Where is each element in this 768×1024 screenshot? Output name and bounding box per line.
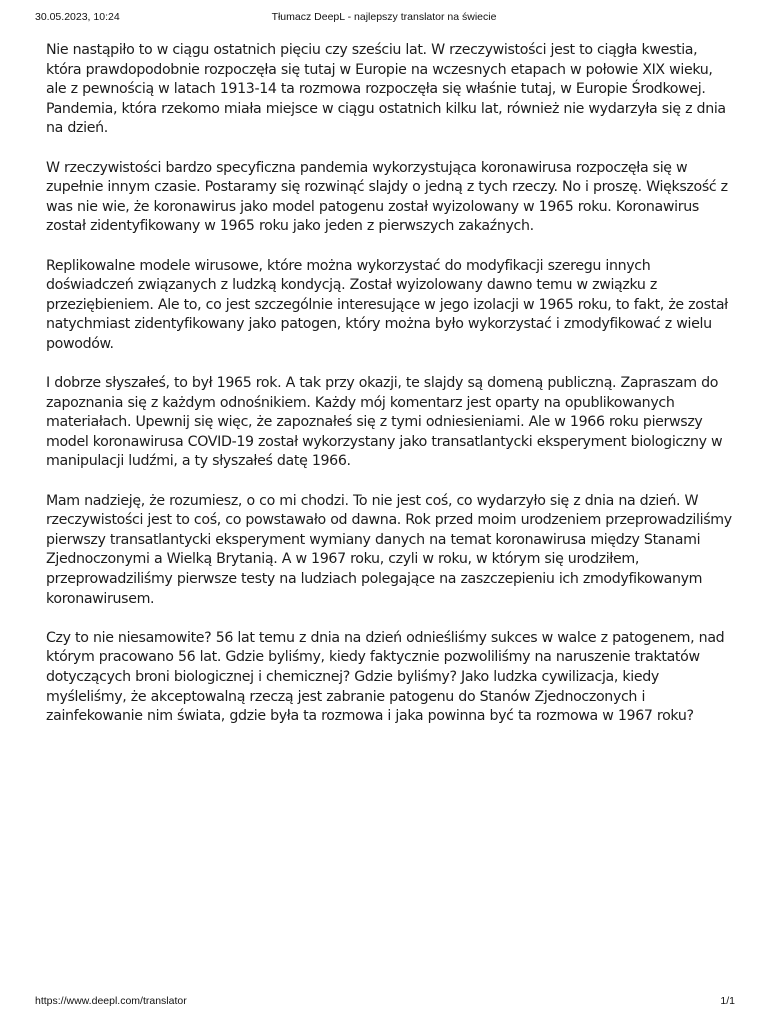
print-page-title: Tłumacz DeepL - najlepszy translator na świecie [271,11,497,23]
print-url: https://www.deepl.com/translator [35,995,187,1007]
print-header [0,11,768,25]
paragraph-5: Mam nadzieję, że rozumiesz, o co mi chodzi. To nie jest coś, co wydarzyło się z dnia na dzień. W rzeczywistości jest to coś, co powstawało od dawna. Rok przed moim urodzeniem przeprowadziliśmy pierwszy transatlantycki eksperyment wymiany danych na temat koronawirusa między Stanami Zjednoczonymi a Wielką Brytanią. A w 1967 roku, czyli w roku, w którym się urodziłem, przeprowadziliśmy pierwsze testy na ludziach polegające na zaszczepieniu ich zmodyfikowanym koronawirusem. [46,492,732,607]
print-datetime: 30.05.2023, 10:24 [35,11,120,23]
paragraph-2: W rzeczywistości bardzo specyficzna pandemia wykorzystująca koronawirusa rozpoczęła się w zupełnie innym czasie. Postaramy się rozwinąć slajdy o jedną z tych rzeczy. No i proszę. Większość z was nie wie, że koronawirus jako model patogenu został wyizolowany w 1965 roku. Koronawirus został zidentyfikowany w 1965 roku jako jeden z pierwszych zakaźnych. [46,159,728,235]
paragraph-3: Replikowalne modele wirusowe, które można wykorzystać do modyfikacji szeregu innych doświadczeń związanych z ludzką kondycją. Został wyizolowany dawno temu w związku z przeziębieniem. Ale to, co jest szczególnie interesujące w jego izolacji w 1965 roku, to fakt, że został natychmiast zidentyfikowany jako patogen, który można było wykorzystać i zmodyfikować z wielu powodów. [46,257,728,352]
paragraph-4: I dobrze słyszałeś, to był 1965 rok. A tak przy okazji, te slajdy są domeną publiczną. Zapraszam do zapoznania się z każdym odnośnikiem. Każdy mój komentarz jest oparty na opublikowanych materiałach. Upewnij się więc, że zapoznałeś się z tymi odniesieniami. Ale w 1966 roku pierwszy model koronawirusa COVID-19 został wykorzystany jako transatlantycki eksperyment biologiczny w manipulacji ludźmi, a ty słyszałeś datę 1966. [46,375,723,470]
paragraph-6: Czy to nie niesamowite? 56 lat temu z dnia na dzień odnieśliśmy sukces w walce z patogenem, nad którym pracowano 56 lat. Gdzie byliśmy, kiedy faktycznie pozwoliliśmy na naruszenie traktatów dotyczących broni biologicznej i chemicznej? Gdzie byliśmy? Jako ludzka cywilizacja, kiedy myśleliśmy, że akceptowalną rzeczą jest zabranie patogenu do Stanów Zjednoczonych i zainfekowanie nim świata, gdzie była ta rozmowa i jaka powinna być ta rozmowa w 1967 roku? [46,629,725,725]
paragraph-1: Nie nastąpiło to w ciągu ostatnich pięciu czy sześciu lat. W rzeczywistości jest to ciągła kwestia, która prawdopodobnie rozpoczęła się tutaj w Europie na wczesnych etapach w połowie XIX wieku, ale z pewnością w latach 1913-14 ta rozmowa rozpoczęła się właśnie tutaj, w Europie Środkowej. Pandemia, która rzekomo miała miejsce w ciągu ostatnich kilku lat, również nie wydarzyła się z dnia na dzień. [46,42,726,137]
document-body [46,41,732,746]
print-page-number: 1/1 [720,995,735,1007]
print-footer [0,995,768,1009]
